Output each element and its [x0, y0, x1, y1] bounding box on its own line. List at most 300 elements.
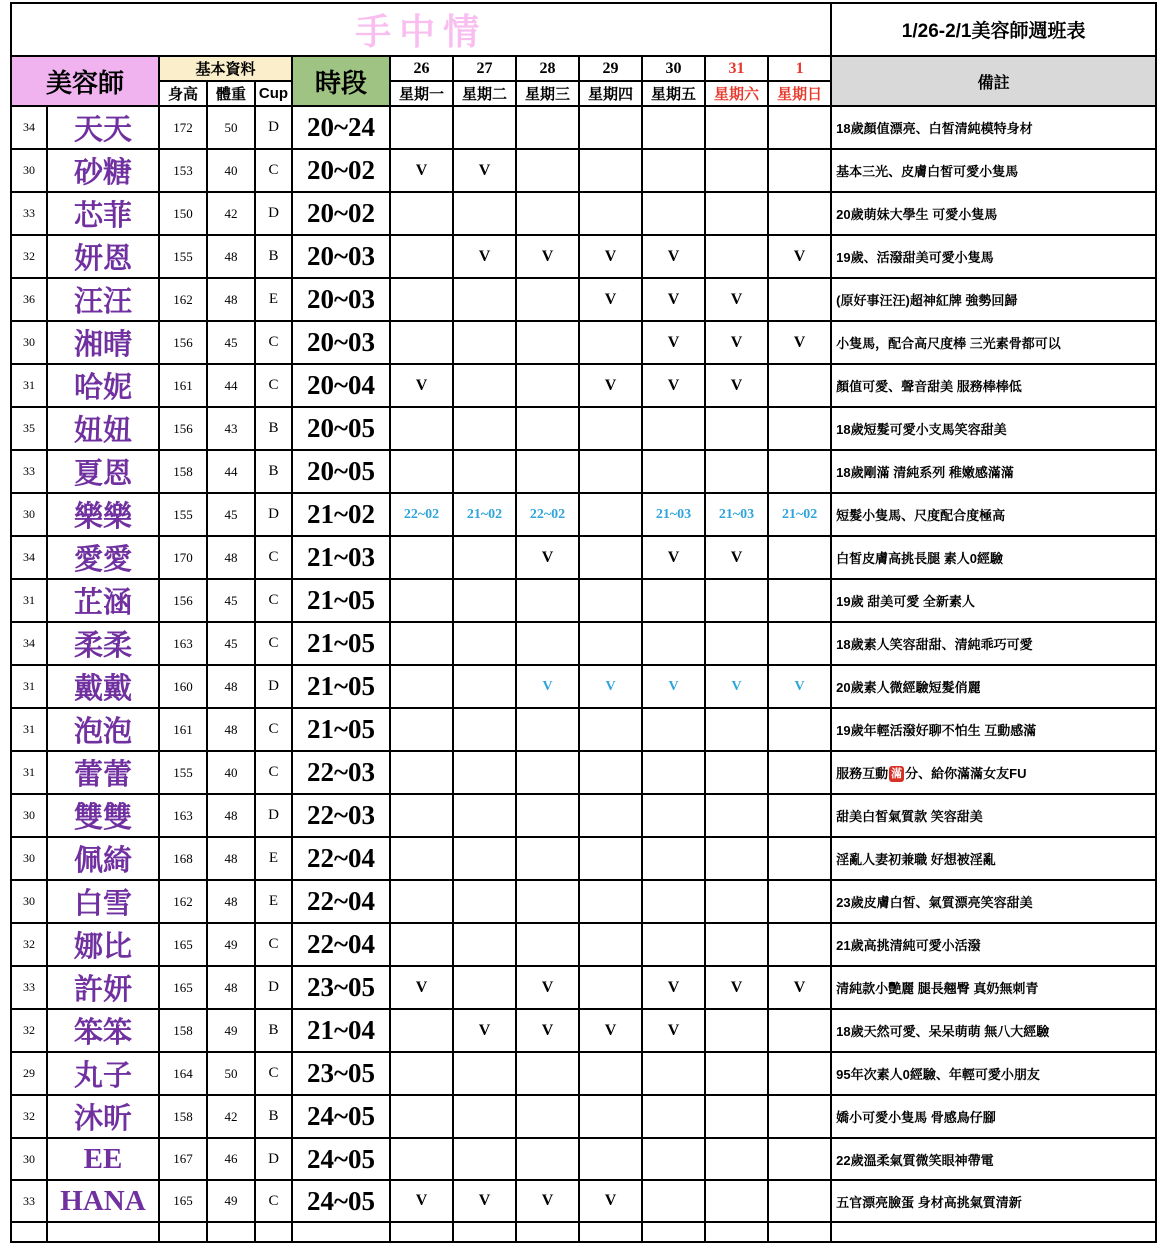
name-cell: 佩綺 [47, 837, 159, 880]
day-cell [453, 1052, 516, 1095]
remark-cell: 淫亂人妻初兼職 好想被淫亂 [831, 837, 1156, 880]
height-cell: 165 [159, 923, 207, 966]
time-slot-cell: 22~03 [292, 794, 390, 837]
day-cell [579, 493, 642, 536]
day-cell [579, 149, 642, 192]
weekday-header: 星期一 [390, 81, 453, 106]
remark-cell: 短髮小隻馬、尺度配合度極高 [831, 493, 1156, 536]
day-cell [516, 278, 579, 321]
day-cell [579, 794, 642, 837]
day-cell [390, 450, 453, 493]
weight-header: 體重 [207, 81, 255, 106]
remark-cell: 20歲萌妹大學生 可愛小隻馬 [831, 192, 1156, 235]
empty-cell [705, 1222, 768, 1242]
day-cell [453, 966, 516, 1009]
height-header: 身高 [159, 81, 207, 106]
name-cell: 愛愛 [47, 536, 159, 579]
weight-cell: 42 [207, 192, 255, 235]
name-cell: 許妍 [47, 966, 159, 1009]
remark-cell: 基本三光、皮膚白皙可愛小隻馬 [831, 149, 1156, 192]
day-cell [579, 880, 642, 923]
remark-cell [831, 751, 1156, 794]
remark-cell: 18歲素人笑容甜甜、清純乖巧可愛 [831, 622, 1156, 665]
day-cell [390, 278, 453, 321]
height-cell: 156 [159, 321, 207, 364]
day-cell: 21~02 [768, 493, 831, 536]
day-cell [516, 880, 579, 923]
age-cell: 32 [11, 1009, 47, 1052]
date-header: 31 [705, 56, 768, 81]
time-slot-cell: 21~03 [292, 536, 390, 579]
weight-cell: 48 [207, 794, 255, 837]
remark-column-header: 備註 [831, 56, 1156, 106]
time-slot-cell: 20~03 [292, 235, 390, 278]
day-cell [642, 149, 705, 192]
cup-cell: D [255, 493, 292, 536]
table-row [11, 106, 1156, 149]
day-cell [453, 751, 516, 794]
day-cell: V [768, 966, 831, 1009]
table-row [11, 1180, 1156, 1222]
cup-cell: C [255, 536, 292, 579]
date-header: 28 [516, 56, 579, 81]
height-cell: 158 [159, 1095, 207, 1138]
time-slot-cell: 21~05 [292, 665, 390, 708]
day-cell [516, 364, 579, 407]
table-row [11, 708, 1156, 751]
weight-cell: 48 [207, 278, 255, 321]
day-cell: V [516, 665, 579, 708]
day-cell: V [516, 1180, 579, 1222]
day-cell: 21~02 [453, 493, 516, 536]
name-cell: 芯菲 [47, 192, 159, 235]
cup-cell: E [255, 278, 292, 321]
time-slot-cell: 23~05 [292, 966, 390, 1009]
day-cell [642, 837, 705, 880]
day-cell: V [453, 1180, 516, 1222]
cup-cell: C [255, 149, 292, 192]
time-slot-header: 時段 [292, 56, 390, 106]
day-cell [642, 751, 705, 794]
cup-cell: B [255, 407, 292, 450]
height-cell: 160 [159, 665, 207, 708]
name-cell: 天天 [47, 106, 159, 149]
weight-cell: 45 [207, 321, 255, 364]
day-cell: V [516, 1009, 579, 1052]
day-cell [579, 966, 642, 1009]
remark-cell: 18歲剛滿 清純系列 稚嫩感滿滿 [831, 450, 1156, 493]
name-cell: 蕾蕾 [47, 751, 159, 794]
schedule-table [10, 2, 1157, 1243]
day-cell [579, 622, 642, 665]
table-row [11, 794, 1156, 837]
day-cell [705, 1052, 768, 1095]
table-row [11, 149, 1156, 192]
remark-cell: 95年次素人0經驗、年輕可愛小朋友 [831, 1052, 1156, 1095]
weekday-header: 星期四 [579, 81, 642, 106]
cup-cell: B [255, 1095, 292, 1138]
day-cell [453, 708, 516, 751]
cup-cell: D [255, 794, 292, 837]
day-cell: V [453, 1009, 516, 1052]
time-slot-cell: 21~02 [292, 493, 390, 536]
age-cell: 33 [11, 966, 47, 1009]
age-cell: 36 [11, 278, 47, 321]
height-cell: 163 [159, 794, 207, 837]
day-cell [642, 1138, 705, 1180]
weight-cell: 49 [207, 1009, 255, 1052]
day-cell [516, 106, 579, 149]
weight-cell: 49 [207, 1180, 255, 1222]
table-row [11, 536, 1156, 579]
cup-cell: C [255, 321, 292, 364]
day-cell [642, 794, 705, 837]
day-cell [642, 407, 705, 450]
remark-cell: 18歲顏值漂亮、白皙清純模特身材 [831, 106, 1156, 149]
weight-cell: 44 [207, 364, 255, 407]
empty-cell [255, 1222, 292, 1242]
day-cell: 22~02 [390, 493, 453, 536]
day-cell [453, 1095, 516, 1138]
day-cell [516, 321, 579, 364]
day-cell [642, 880, 705, 923]
day-cell [768, 923, 831, 966]
weight-cell: 48 [207, 880, 255, 923]
weight-cell: 46 [207, 1138, 255, 1180]
day-cell [705, 1180, 768, 1222]
day-cell [705, 837, 768, 880]
date-header: 27 [453, 56, 516, 81]
time-slot-cell: 24~05 [292, 1095, 390, 1138]
height-cell: 156 [159, 407, 207, 450]
age-cell: 34 [11, 536, 47, 579]
weight-cell: 48 [207, 966, 255, 1009]
remark-cell: 18歲短髮可愛小支馬笑容甜美 [831, 407, 1156, 450]
day-cell [390, 923, 453, 966]
day-cell [768, 364, 831, 407]
schedule-subtitle: 1/26-2/1美容師週班表 [831, 3, 1156, 56]
day-cell: V [453, 235, 516, 278]
partial-row [11, 1222, 1156, 1242]
day-cell [390, 1138, 453, 1180]
day-cell: V [642, 278, 705, 321]
empty-cell [516, 1222, 579, 1242]
time-slot-cell: 23~05 [292, 1052, 390, 1095]
day-cell [390, 1052, 453, 1095]
day-cell [768, 1138, 831, 1180]
empty-cell [159, 1222, 207, 1242]
table-row [11, 923, 1156, 966]
day-cell [642, 1180, 705, 1222]
name-cell: 笨笨 [47, 1009, 159, 1052]
cup-cell: E [255, 880, 292, 923]
time-slot-cell: 22~04 [292, 923, 390, 966]
height-cell: 165 [159, 1180, 207, 1222]
height-cell: 168 [159, 837, 207, 880]
remark-text: 服務互動 [836, 766, 889, 781]
day-cell: V [642, 1009, 705, 1052]
age-cell: 29 [11, 1052, 47, 1095]
day-cell: V [768, 665, 831, 708]
age-cell: 30 [11, 149, 47, 192]
remark-cell: 19歲 甜美可愛 全新素人 [831, 579, 1156, 622]
day-cell: V [768, 321, 831, 364]
time-slot-cell: 20~05 [292, 450, 390, 493]
height-cell: 165 [159, 966, 207, 1009]
day-cell [516, 1138, 579, 1180]
day-cell [516, 450, 579, 493]
day-cell [768, 880, 831, 923]
empty-cell [768, 1222, 831, 1242]
day-cell [705, 192, 768, 235]
day-cell [390, 1009, 453, 1052]
height-cell: 155 [159, 235, 207, 278]
weight-cell: 40 [207, 149, 255, 192]
time-slot-cell: 20~24 [292, 106, 390, 149]
empty-cell [207, 1222, 255, 1242]
day-cell [768, 192, 831, 235]
age-cell: 30 [11, 493, 47, 536]
day-cell [642, 923, 705, 966]
day-cell [642, 450, 705, 493]
time-slot-cell: 24~05 [292, 1138, 390, 1180]
day-cell [453, 364, 516, 407]
empty-cell [642, 1222, 705, 1242]
day-cell [579, 1052, 642, 1095]
time-slot-cell: 20~02 [292, 149, 390, 192]
day-cell [642, 579, 705, 622]
height-cell: 161 [159, 364, 207, 407]
day-cell [453, 579, 516, 622]
day-cell [642, 708, 705, 751]
weekday-header: 星期日 [768, 81, 831, 106]
day-cell: V [390, 966, 453, 1009]
weight-cell: 45 [207, 622, 255, 665]
day-cell: V [642, 966, 705, 1009]
table-row [11, 966, 1156, 1009]
table-row [11, 450, 1156, 493]
table-row [11, 1009, 1156, 1052]
remark-cell: 小隻馬，配合高尺度棒 三光素骨都可以 [831, 321, 1156, 364]
table-row [11, 1052, 1156, 1095]
day-cell [453, 321, 516, 364]
day-cell [453, 622, 516, 665]
empty-cell [47, 1222, 159, 1242]
weight-cell: 43 [207, 407, 255, 450]
day-cell [516, 622, 579, 665]
day-cell: V [579, 1180, 642, 1222]
height-cell: 153 [159, 149, 207, 192]
time-slot-cell: 24~05 [292, 1180, 390, 1222]
weight-cell: 45 [207, 493, 255, 536]
empty-cell [453, 1222, 516, 1242]
age-cell: 31 [11, 708, 47, 751]
day-cell [579, 407, 642, 450]
day-cell [516, 149, 579, 192]
weight-cell: 50 [207, 106, 255, 149]
day-cell: V [453, 149, 516, 192]
date-header: 30 [642, 56, 705, 81]
day-cell: V [390, 1180, 453, 1222]
time-slot-cell: 22~04 [292, 880, 390, 923]
day-cell: V [705, 536, 768, 579]
cup-cell: C [255, 751, 292, 794]
time-slot-cell: 20~03 [292, 278, 390, 321]
day-cell [768, 708, 831, 751]
day-cell [705, 923, 768, 966]
empty-cell [292, 1222, 390, 1242]
weight-cell: 44 [207, 450, 255, 493]
name-cell: 雙雙 [47, 794, 159, 837]
height-cell: 158 [159, 450, 207, 493]
day-cell [768, 1052, 831, 1095]
day-cell [453, 278, 516, 321]
day-cell [390, 794, 453, 837]
weekday-header: 星期三 [516, 81, 579, 106]
height-cell: 162 [159, 880, 207, 923]
date-header: 1 [768, 56, 831, 81]
day-cell [390, 880, 453, 923]
cup-cell: B [255, 450, 292, 493]
day-cell: V [579, 278, 642, 321]
day-cell [579, 923, 642, 966]
day-cell [390, 1095, 453, 1138]
day-cell [579, 579, 642, 622]
day-cell [579, 321, 642, 364]
day-cell [453, 106, 516, 149]
cup-cell: B [255, 1009, 292, 1052]
day-cell [705, 407, 768, 450]
name-cell: 汪汪 [47, 278, 159, 321]
weight-cell: 42 [207, 1095, 255, 1138]
day-cell [705, 1095, 768, 1138]
day-cell [705, 880, 768, 923]
weight-cell: 50 [207, 1052, 255, 1095]
height-cell: 170 [159, 536, 207, 579]
height-cell: 150 [159, 192, 207, 235]
remark-cell: 21歲高挑清純可愛小活潑 [831, 923, 1156, 966]
day-cell: 21~03 [705, 493, 768, 536]
title-row [11, 3, 1156, 56]
remark-cell: 顏值可愛、聲音甜美 服務棒棒低 [831, 364, 1156, 407]
day-cell [579, 837, 642, 880]
day-cell [579, 1095, 642, 1138]
day-cell [768, 1180, 831, 1222]
age-cell: 33 [11, 1180, 47, 1222]
table-row [11, 321, 1156, 364]
weight-cell: 49 [207, 923, 255, 966]
height-cell: 163 [159, 622, 207, 665]
table-row [11, 1138, 1156, 1180]
day-cell [705, 450, 768, 493]
day-cell [705, 794, 768, 837]
cup-cell: D [255, 665, 292, 708]
day-cell: V [768, 235, 831, 278]
day-cell: V [579, 235, 642, 278]
day-cell [390, 106, 453, 149]
height-cell: 164 [159, 1052, 207, 1095]
name-cell: 芷涵 [47, 579, 159, 622]
remark-cell: 甜美白皙氣質款 笑容甜美 [831, 794, 1156, 837]
age-cell: 30 [11, 1138, 47, 1180]
day-cell [642, 1095, 705, 1138]
day-cell [768, 106, 831, 149]
age-cell: 32 [11, 1095, 47, 1138]
day-cell [705, 235, 768, 278]
day-cell [516, 708, 579, 751]
table-row [11, 493, 1156, 536]
day-cell [768, 794, 831, 837]
day-cell [516, 1052, 579, 1095]
cup-cell: C [255, 579, 292, 622]
table-row [11, 407, 1156, 450]
name-cell: 樂樂 [47, 493, 159, 536]
cup-cell: C [255, 708, 292, 751]
date-header: 29 [579, 56, 642, 81]
cup-cell: C [255, 622, 292, 665]
day-cell [516, 794, 579, 837]
cup-header: Cup [255, 81, 292, 106]
day-cell [390, 751, 453, 794]
day-cell [642, 622, 705, 665]
time-slot-cell: 22~04 [292, 837, 390, 880]
day-cell [453, 407, 516, 450]
date-header: 26 [390, 56, 453, 81]
day-cell [642, 1052, 705, 1095]
day-cell [768, 751, 831, 794]
time-slot-cell: 21~05 [292, 622, 390, 665]
name-cell: 丸子 [47, 1052, 159, 1095]
cup-cell: C [255, 364, 292, 407]
day-cell [453, 536, 516, 579]
table-row [11, 751, 1156, 794]
cup-cell: D [255, 1138, 292, 1180]
age-cell: 32 [11, 923, 47, 966]
header-row-1 [11, 56, 1156, 81]
empty-cell [831, 1222, 1156, 1242]
remark-cell: 22歲溫柔氣質微笑眼神帶電 [831, 1138, 1156, 1180]
weekday-header: 星期二 [453, 81, 516, 106]
day-cell: V [516, 536, 579, 579]
day-cell [579, 536, 642, 579]
day-cell: V [705, 966, 768, 1009]
day-cell [579, 751, 642, 794]
day-cell [768, 622, 831, 665]
day-cell [768, 536, 831, 579]
name-cell: 娜比 [47, 923, 159, 966]
time-slot-cell: 20~03 [292, 321, 390, 364]
time-slot-cell: 20~04 [292, 364, 390, 407]
table-row [11, 665, 1156, 708]
day-cell: V [579, 665, 642, 708]
page-title: 手中情 [11, 3, 831, 56]
time-slot-cell: 21~05 [292, 579, 390, 622]
day-cell [516, 751, 579, 794]
weight-cell: 40 [207, 751, 255, 794]
table-row [11, 837, 1156, 880]
day-cell [705, 1009, 768, 1052]
remark-cell: 23歲皮膚白皙、氣質漂亮笑容甜美 [831, 880, 1156, 923]
weight-cell: 48 [207, 536, 255, 579]
day-cell [768, 837, 831, 880]
height-cell: 161 [159, 708, 207, 751]
name-cell: 哈妮 [47, 364, 159, 407]
day-cell [705, 579, 768, 622]
day-cell: V [516, 235, 579, 278]
weight-cell: 45 [207, 579, 255, 622]
day-cell [768, 579, 831, 622]
day-cell [579, 1138, 642, 1180]
